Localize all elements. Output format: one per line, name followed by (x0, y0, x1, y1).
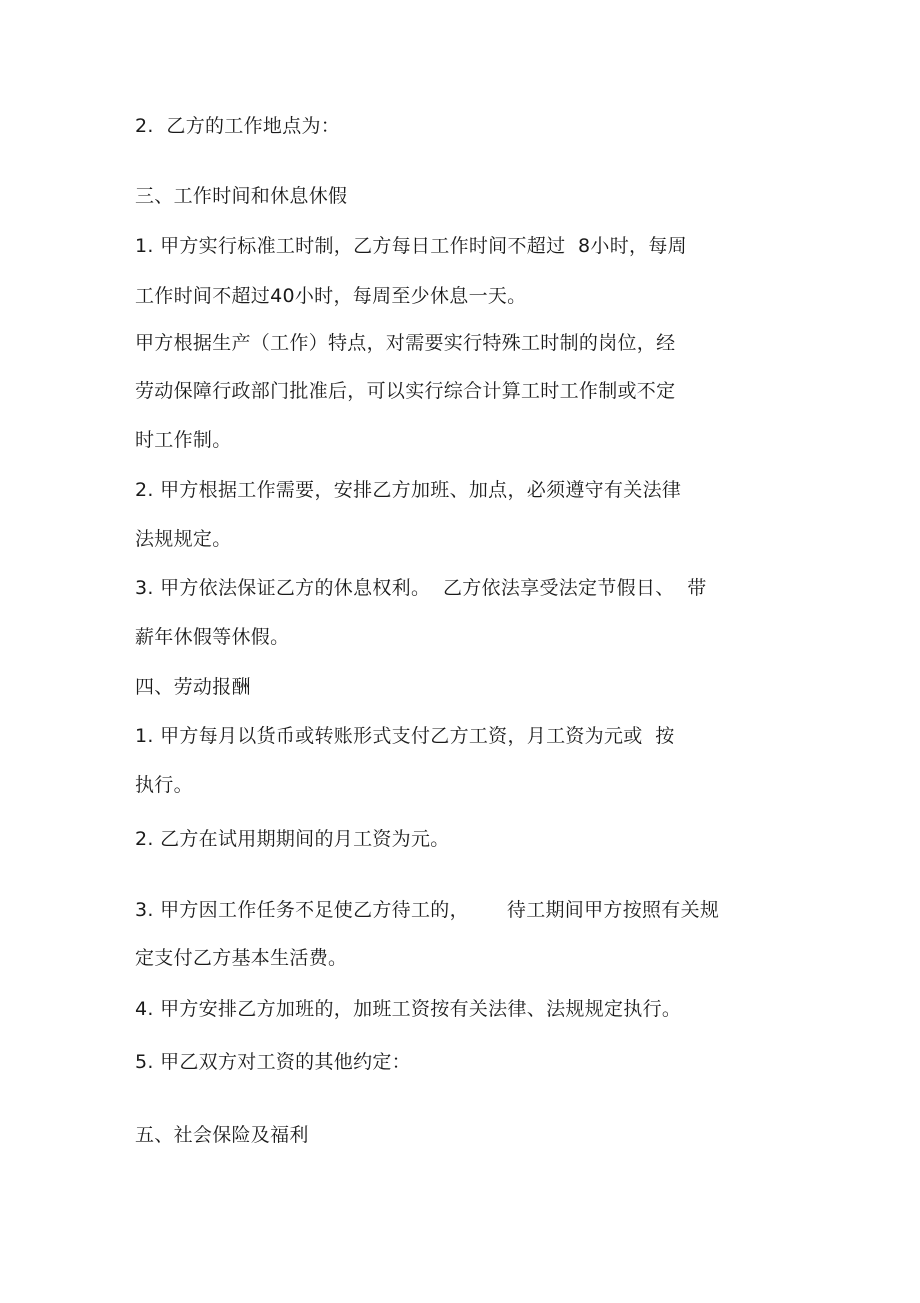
section-heading-social-insurance: 五、社会保险及福利 (135, 1124, 309, 1146)
clause-work-location: 2. 乙方的工作地点为： (135, 115, 341, 137)
clause-monthly-wage-line2: 执行。 (135, 774, 193, 796)
clause-probation-wage: 2. 乙方在试用期期间的月工资为元。 (135, 828, 450, 850)
clause-special-hours-line3: 时工作制。 (135, 429, 232, 451)
clause-rest-rights-line1: 3. 甲方依法保证乙方的休息权利。 乙方依法享受法定节假日、 带 (135, 577, 707, 599)
clause-special-hours-line2: 劳动保障行政部门批准后，可以实行综合计算工时工作制或不定 (135, 380, 676, 402)
clause-other-wage-terms: 5. 甲乙双方对工资的其他约定： (135, 1051, 411, 1073)
clause-standard-hours-line2: 工作时间不超过40小时，每周至少休息一天。 (135, 285, 527, 307)
clause-standard-hours-line1: 1. 甲方实行标准工时制，乙方每日工作时间不超过 8小时，每周 (135, 235, 687, 257)
section-heading-remuneration: 四、劳动报酬 (135, 676, 251, 698)
clause-rest-rights-line2: 薪年休假等休假。 (135, 626, 290, 648)
clause-overtime-line1: 2. 甲方根据工作需要，安排乙方加班、加点，必须遵守有关法律 (135, 479, 682, 501)
clause-standby-line1: 3. 甲方因工作任务不足使乙方待工的， 待工期间甲方按照有关规 (135, 899, 720, 921)
clause-overtime-pay: 4. 甲方安排乙方加班的，加班工资按有关法律、法规规定执行。 (135, 998, 682, 1020)
section-heading-work-hours: 三、工作时间和休息休假 (135, 185, 348, 207)
clause-overtime-line2: 法规规定。 (135, 528, 232, 550)
clause-special-hours-line1: 甲方根据生产（工作）特点，对需要实行特殊工时制的岗位，经 (135, 332, 676, 354)
clause-standby-line2: 定支付乙方基本生活费。 (135, 947, 348, 969)
clause-monthly-wage-line1: 1. 甲方每月以货币或转账形式支付乙方工资，月工资为元或 按 (135, 725, 675, 747)
